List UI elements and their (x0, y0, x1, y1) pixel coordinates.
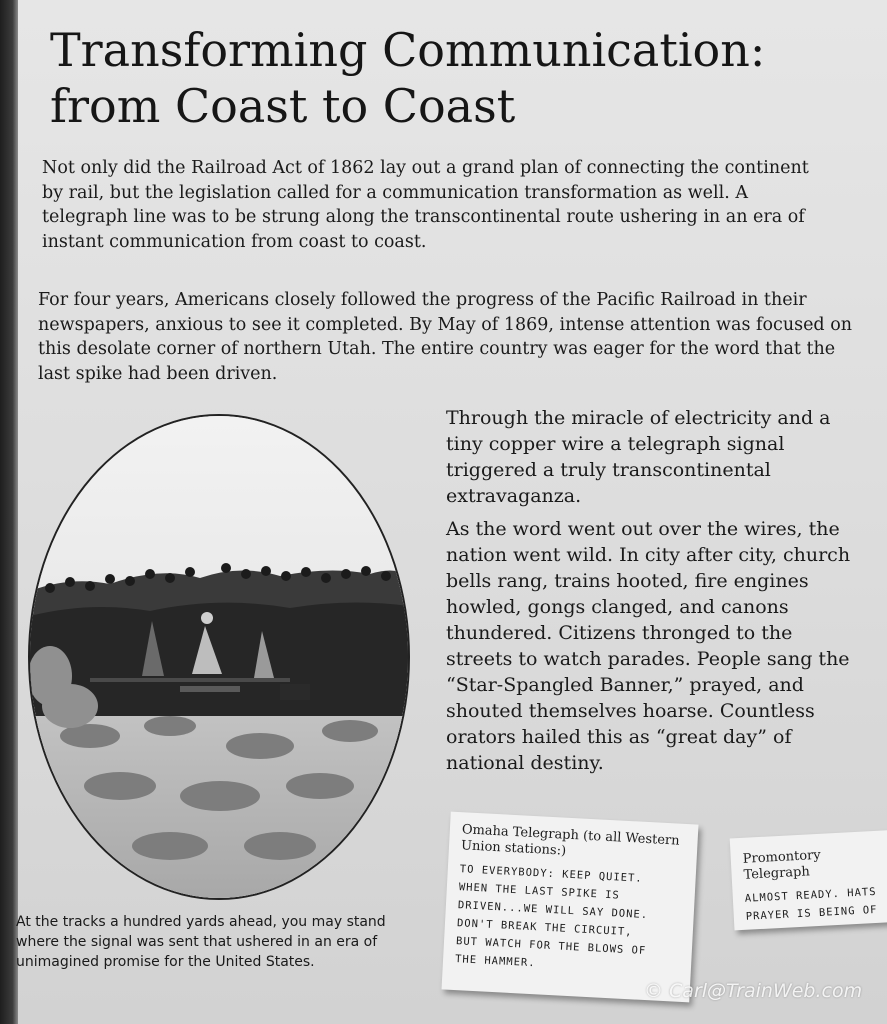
title-line-2: from Coast to Coast (50, 79, 516, 133)
promontory-card-title: Promontory Telegraph (742, 847, 822, 883)
paragraph-railroad-act: Not only did the Railroad Act of 1862 lay out a grand plan of connecting the continent by rail, but the legislation called for a communication transformation as well. A telegraph line was to be strung along the transcontinental route ushering in an era of instant communication from coast to coast. (42, 158, 809, 252)
omaha-card-title: Omaha Telegraph (to all Western Union stations:) (460, 822, 680, 859)
sign-frame-edge (0, 0, 18, 1024)
paragraph-electricity: Through the miracle of electricity and a tiny copper wire a telegraph signal triggered a truly transcontinental extravaganza. (446, 407, 831, 507)
omaha-card-message: TO EVERYBODY: KEEP QUIET. WHEN THE LAST SPIKE IS DRIVEN...WE WILL SAY DONE. DON'T BREAK THE CIRCUIT, BUT WATCH FOR THE BLOWS OF THE HAMMER. (454, 863, 649, 970)
omaha-telegraph-card (442, 812, 699, 1003)
promontory-card-message-line-1: ALMOST READY. HATS (744, 885, 877, 905)
paragraph-four-years: For four years, Americans closely followed the progress of the Pacific Railroad in their newspapers, anxious to see it completed. By May of 1869, intense attention was focused on this desolate corner of northern Utah. The entire country was eager for the word that the last spike had been driven. (38, 290, 853, 384)
title-line-1: Transforming Communication: (50, 23, 766, 77)
historic-crowd-photo (28, 414, 410, 900)
crowd-photo-illustration (30, 416, 408, 898)
promontory-telegraph-card (730, 830, 887, 931)
copyright-watermark: © Carl@TrainWeb.com (644, 980, 863, 1002)
promontory-card-message-line-2: PRAYER IS BEING OF (745, 903, 878, 923)
paragraph-nation-celebrates: As the word went out over the wires, the nation went wild. In city after city, church bells rang, trains hooted, fire engines howled, gongs clanged, and canons thundered. Citizens thronged to the streets to watch parades. People sang the “Star-Spangled Banner,” prayed, and shouted themselves hoarse. Countless orators hailed this as “great day” of national destiny. (446, 518, 851, 774)
photo-caption: At the tracks a hundred yards ahead, you may stand where the signal was sent that ushered in an era of unimagined promise for the United States. (16, 914, 386, 970)
sign-title (50, 22, 870, 134)
